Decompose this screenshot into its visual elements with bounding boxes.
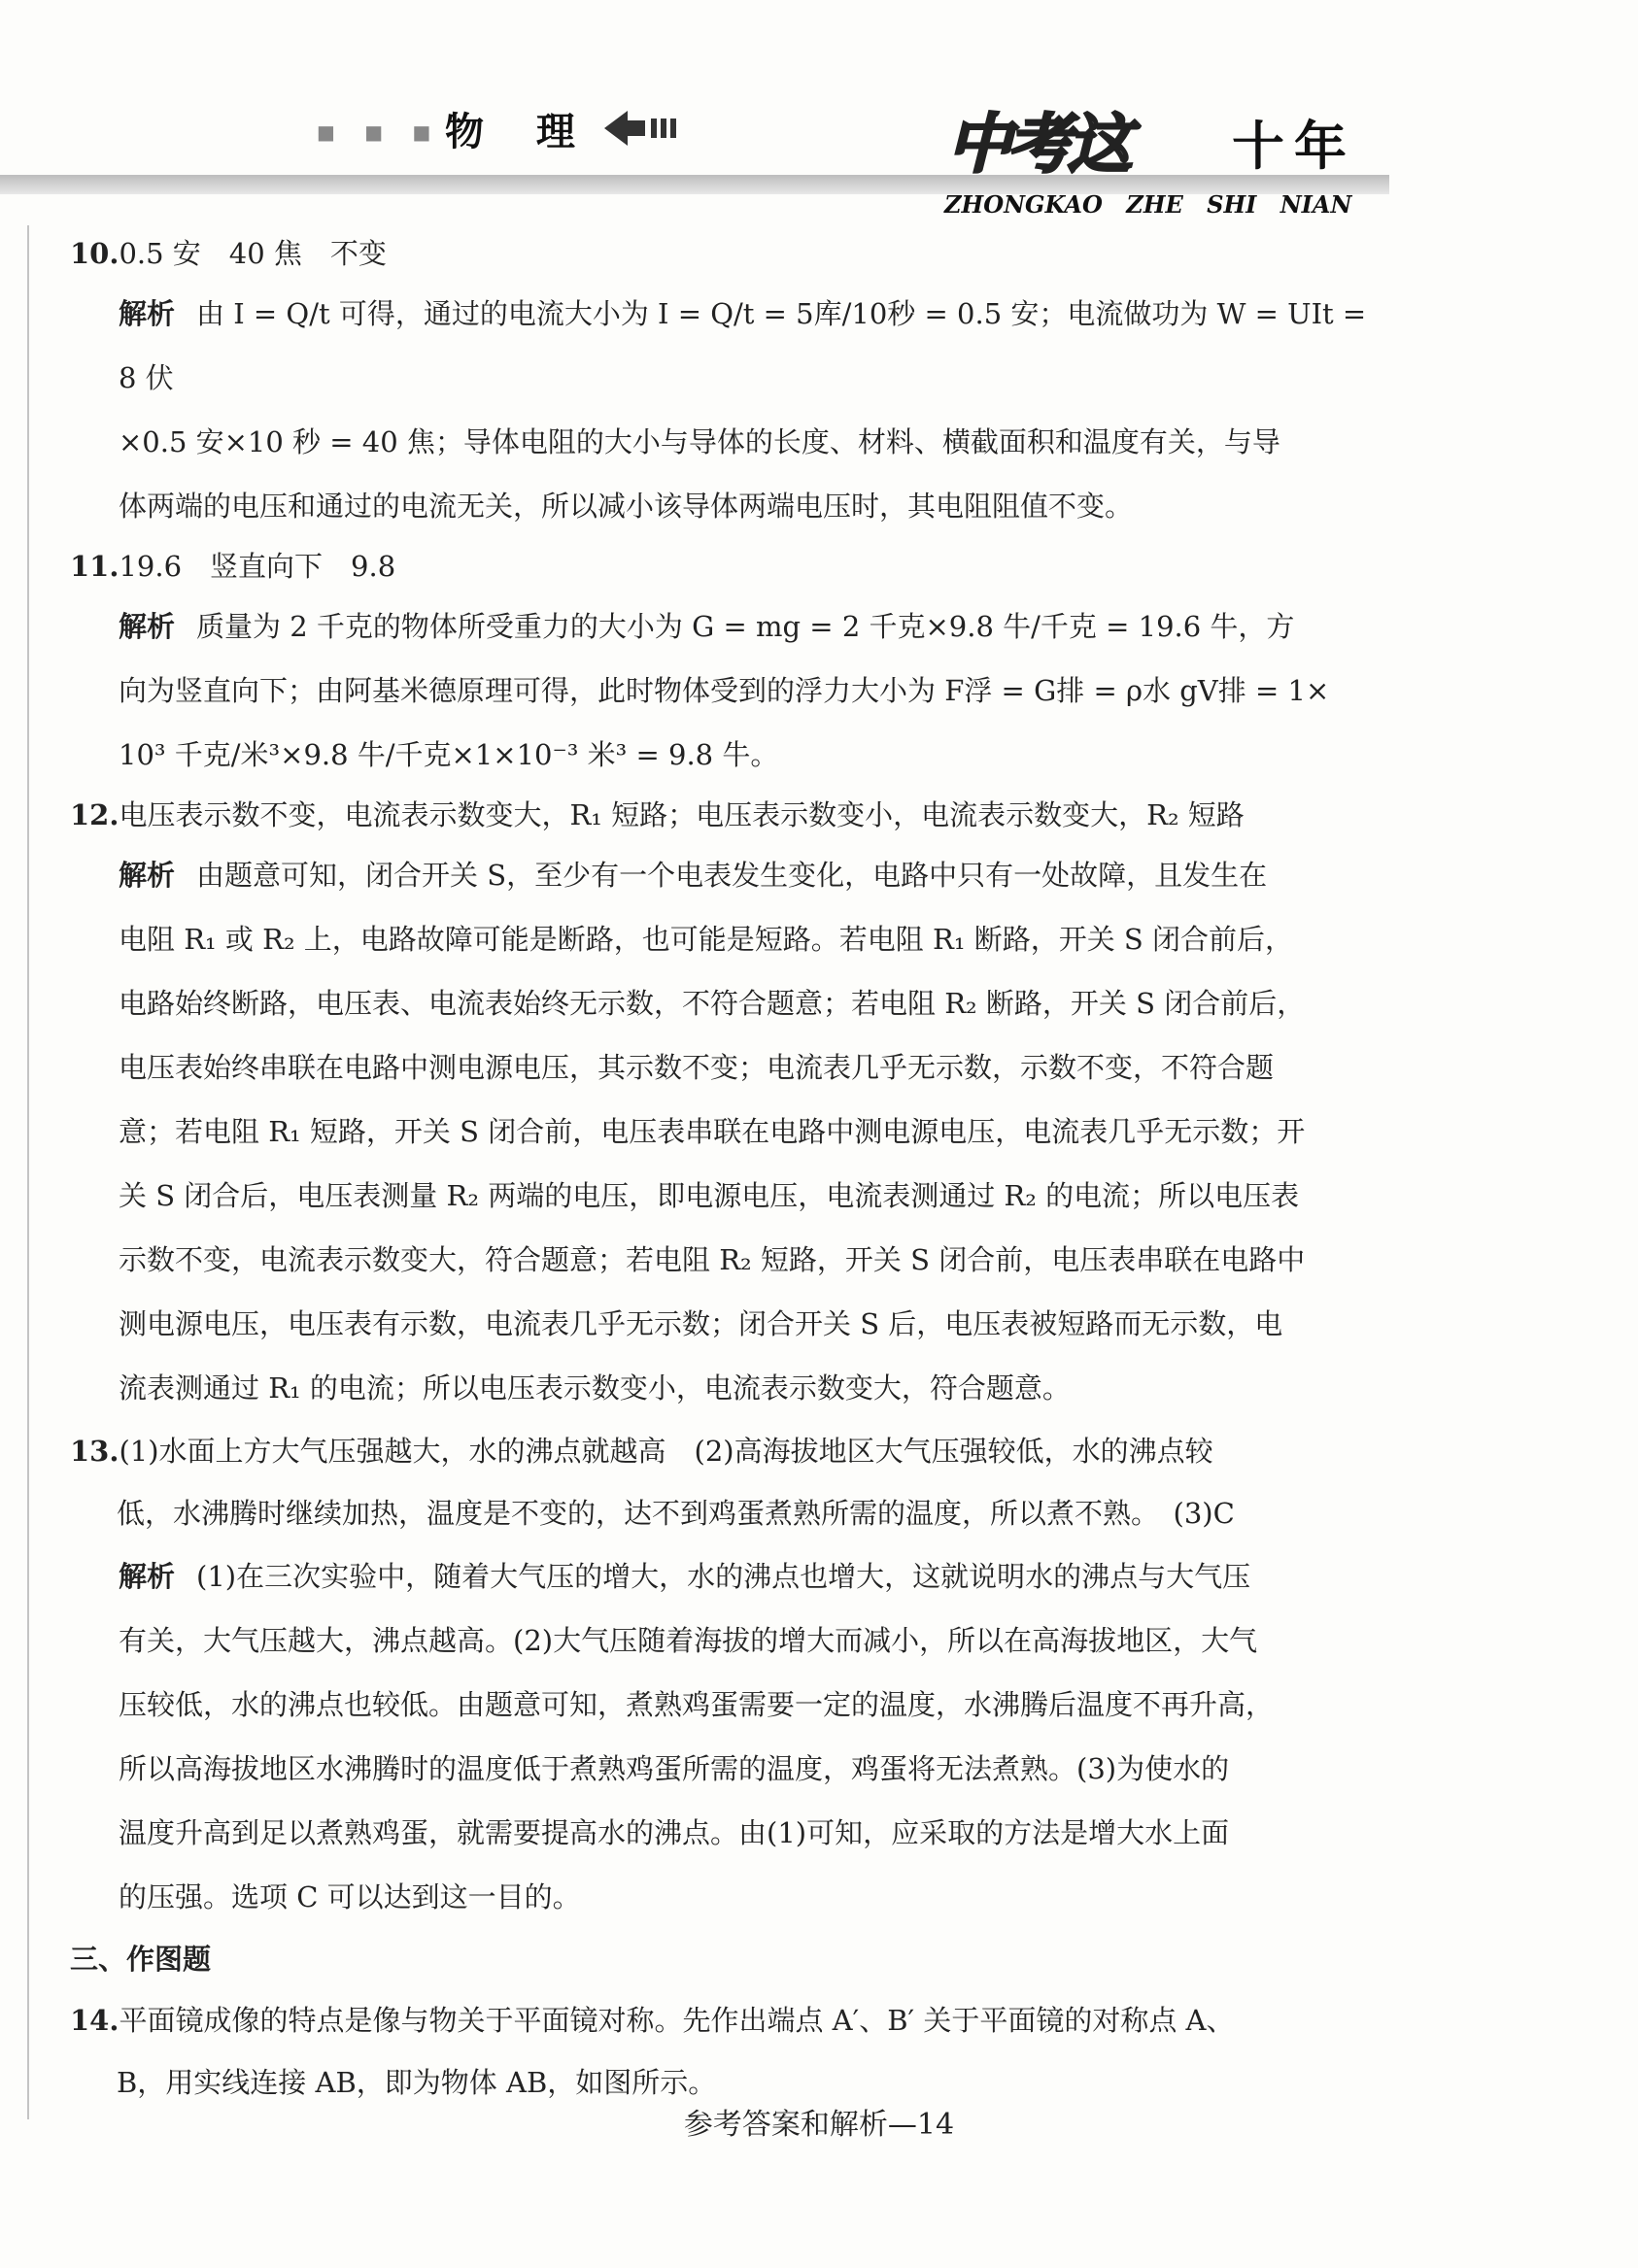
explanation-13: 解析 (1)在三次实验中，随着大气压的增大，水的沸点也增大，这就说明水的沸点与大气压 有关，大气压越大，沸点越高。(2)大气压随着海拔的增大而减小，所以在高海拔地区，大气 压较低，水的沸点也较低。由题意可知，煮熟鸡蛋需要一定的温度，水沸腾后温度不再升高， 所以高海拔地区水沸腾时的温度低于煮熟鸡蛋所需的温度，鸡蛋将无法煮熟。(3)为使水的 温度升高到足以煮熟鸡蛋，就需要提高水的沸点。由(1)可知，应采取的方法是增大水上面 的压强。选项 C 可以达到这一目的。 [119, 1560, 1275, 1913]
explanation-12: 解析 由题意可知，闭合开关 S，至少有一个电表发生变化，电路中只有一处故障，且发生在 电阻 R₁ 或 R₂ 上，电路故障可能是断路，也可能是短路。若电阻 R₁ 断路，开关 S 闭合前后， 电路始终断路，电压表、电流表始终无示数，不符合题意；若电阻 R₂ 断路，开关 S 闭合前后， 电压表始终串联在电路中测电源电压，其示数不变；电流表几乎无示数，示数不变，不符合题 意；若电阻 R₁ 短路，开关 S 闭合前，电压表串联在电路中测电源电压，电流表几乎无示数；开 关 S 闭合后，电压表测量 R₂ 两端的电压，即电源电压，电流表测通过 R₂ 的电流；所以电压表 示数不变，电流表示数变大，符合题意；若电阻 R₂ 短路，开关 S 闭合前，电压表串联在电路中 测电源电压，电压表有示数，电流表几乎无示数；闭合开关 S 后，电压表被短路而无示数，电 流表测通过 R₁ 的电流；所以电压表示数变小，电流表示数变大，符合题意。 [119, 859, 1306, 1405]
explanation-tag: 解析 [119, 859, 176, 892]
series-logo: 中考这 [947, 106, 1128, 182]
answer-13: 13.(1)水面上方大气压强越大，水的沸点就越高 (2)高海拔地区大气压强较低，水的沸点较 低，水沸腾时继续加热，温度是不变的，达不到鸡蛋煮熟所需的温度，所以煮不熟。 (3)C [70, 1435, 1235, 1530]
answer-content [70, 225, 1391, 2114]
explanation-tag: 解析 [119, 1560, 176, 1593]
answer-11: 11.19.6 竖直向下 9.8 [70, 550, 396, 583]
answer-12: 12.电压表示数不变，电流表示数变大，R₁ 短路；电压表示数变小，电流表示数变大，R₂ 短路 [70, 798, 1245, 831]
explanation-10: 解析 由 I = Q/t 可得，通过的电流大小为 I = Q/t = 5库/10秒 = 0.5 安；电流做功为 W = UIt = 8 伏 ×0.5 安×10 秒 = 40 焦；导体电阻的大小与导体的长度、材料、横截面积和温度有关，与导 体两端的电压和通过的电流无关，所以减小该导体两端电压时，其电阻阻值不变。 [119, 297, 1367, 523]
header-subject: 物 理 [445, 109, 595, 154]
margin-rule [27, 225, 29, 2119]
page-header [0, 0, 1638, 223]
series-logo-tail: 十年 [1232, 115, 1356, 177]
explanation-tag: 解析 [119, 297, 176, 330]
page-footer: 参考答案和解析—14 [683, 2108, 955, 2142]
explanation-tag: 解析 [119, 610, 176, 643]
arrow-icon [602, 107, 680, 150]
answer-14: 14.平面镜成像的特点是像与物关于平面镜对称。先作出端点 A′、B′ 关于平面镜的对称点 A、 B，用实线连接 AB，即为物体 AB，如图所示。 [70, 2004, 1235, 2099]
answer-10: 10.0.5 安 40 焦 不变 [70, 237, 387, 270]
explanation-11: 解析 质量为 2 千克的物体所受重力的大小为 G = mg = 2 千克×9.8 牛/千克 = 19.6 牛，方 向为竖直向下；由阿基米德原理可得，此时物体受到的浮力大小为 F浮 = G排 = ρ水 gV排 = 1× 10³ 千克/米³×9.8 牛/千克×1×10⁻³ 米³ = 9.8 牛。 [119, 610, 1330, 771]
header-dots: ■ ■ ■ [317, 120, 443, 144]
section-heading: 三、作图题 [70, 1943, 212, 1976]
series-pinyin: ZHONGKAO ZHE SHI NIAN [944, 190, 1352, 219]
